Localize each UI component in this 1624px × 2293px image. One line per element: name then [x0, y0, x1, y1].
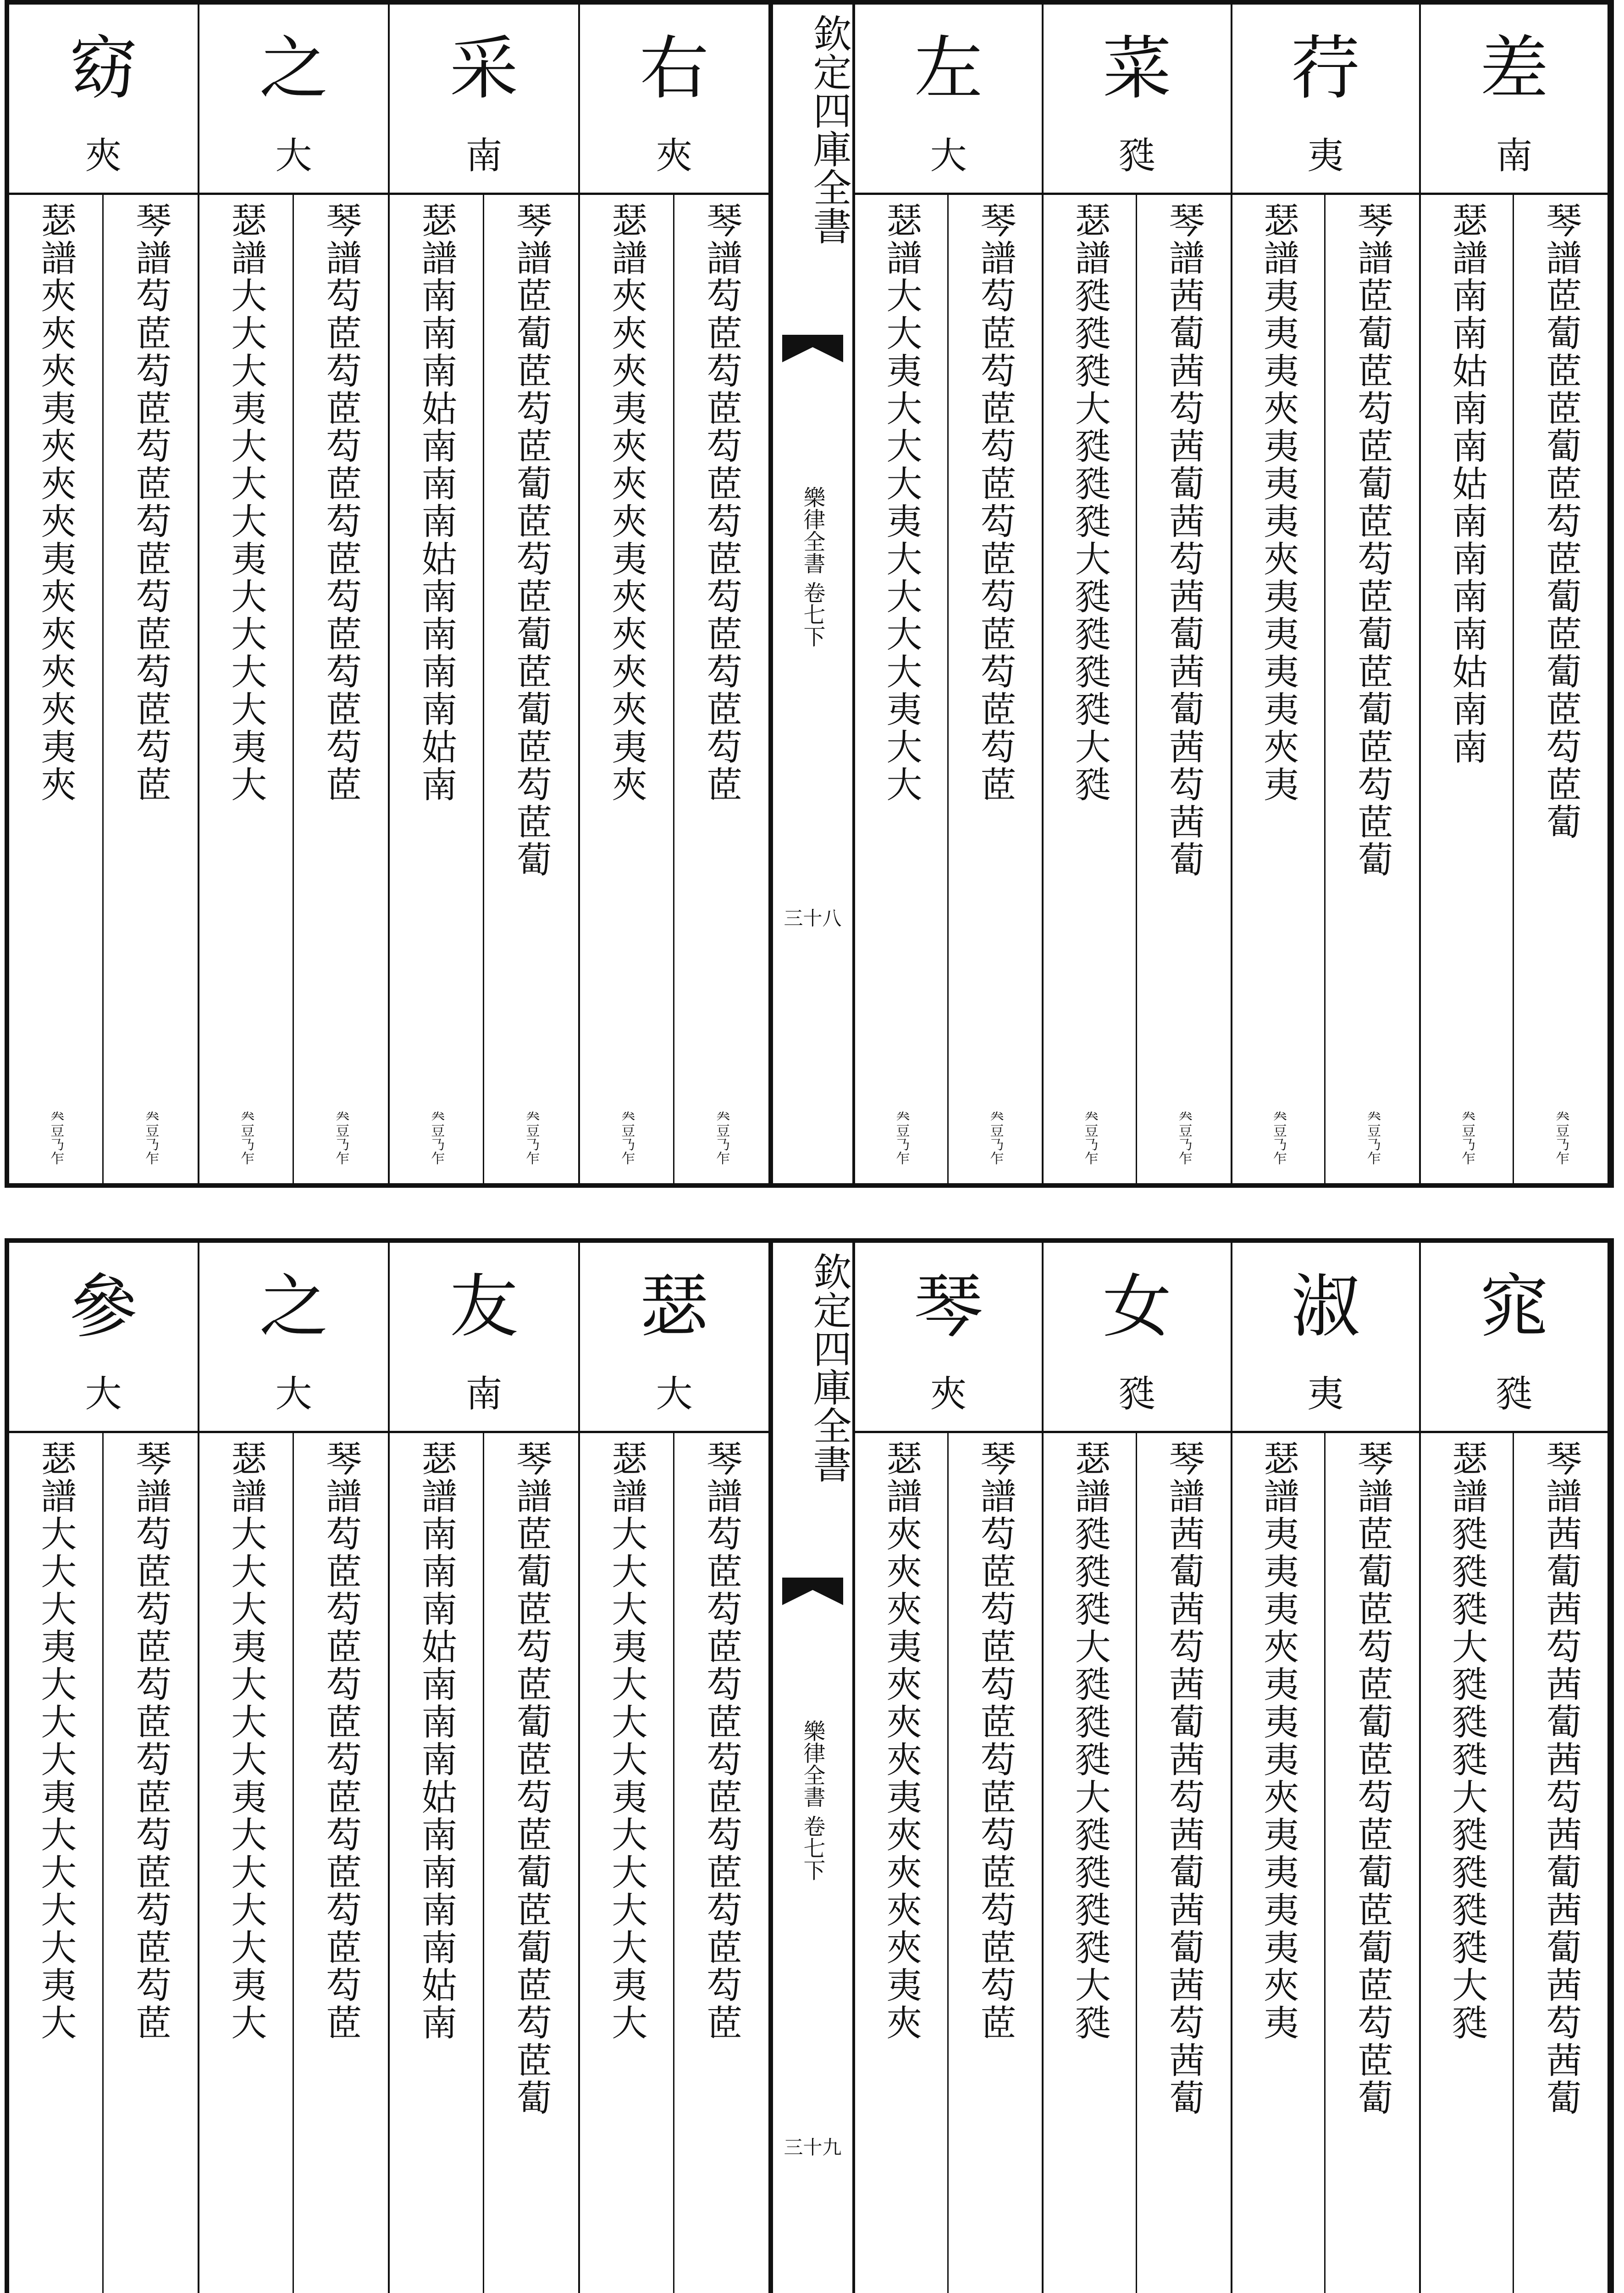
- pitch-note: 大: [85, 1373, 122, 1415]
- reference-mark: 𠔉豆𠄎乍: [1270, 1110, 1287, 1165]
- se-notation: 瑟譜夾夾夾夷夾夾夾夷夾夾夾夾夷夾: [880, 1440, 922, 2042]
- reference-mark: 𠔉豆𠄎乍: [48, 1110, 64, 1165]
- qin-notation: 琴譜芶茝芶茝芶茝芶茝芶茝芶茝芶茝: [320, 202, 362, 803]
- column-header: [1044, 1243, 1230, 1433]
- column-header: [9, 1243, 198, 1433]
- lyric-character: 友: [449, 1267, 519, 1347]
- lyric-character: 瑟: [640, 1267, 709, 1347]
- lyric-column: [1421, 5, 1609, 1183]
- reference-mark: 𠔉豆𠄎乍: [713, 1110, 730, 1165]
- lyric-column: [580, 1243, 770, 2293]
- lyric-character: 琴: [914, 1267, 983, 1347]
- qin-notation-column: [674, 193, 769, 1183]
- column-header: [580, 5, 768, 195]
- qin-notation-column: [1137, 193, 1231, 1183]
- se-notation-column: [1232, 1431, 1326, 2293]
- se-notation: 瑟譜南南姑南南姑南南南南姑南南: [1446, 202, 1488, 766]
- pitch-note: 夾: [930, 1373, 967, 1415]
- se-notation-column: [855, 193, 949, 1183]
- se-notation-column: [199, 1431, 294, 2293]
- lyric-column: [390, 5, 580, 1183]
- qin-notation-column: [294, 1431, 388, 2293]
- bottom-left-half: [9, 1243, 770, 2293]
- se-notation-column: [9, 1431, 104, 2293]
- lyric-column: [390, 1243, 580, 2293]
- pitch-note: 大: [656, 1373, 693, 1415]
- spine-volume: 樂律全書 卷七下: [800, 1720, 825, 1881]
- qin-notation: 琴譜芶茝芶茝芶茝芶茝芶茝芶茝芶茝: [701, 202, 742, 803]
- qin-notation: 琴譜芶茝芶茝芶茝芶茝芶茝芶茝芶茝: [974, 1440, 1016, 2042]
- se-notation: 瑟譜大大大夷大大大夷大大大大夷大: [225, 202, 267, 803]
- qin-notation: 琴譜茝蔔茝芶茝蔔茝芶茝蔔茝蔔茝芶茝蔔: [510, 1440, 552, 2117]
- se-notation: 瑟譜夾夾夾夷夾夾夾夷夾夾夾夾夷夾: [35, 202, 77, 803]
- reference-mark: 𠔉豆𠄎乍: [893, 1110, 910, 1165]
- column-header: [1044, 5, 1230, 195]
- pitch-note: 大: [275, 134, 312, 177]
- reference-mark: 𠔉豆𠄎乍: [619, 1110, 635, 1165]
- top-right-half: [855, 5, 1609, 1183]
- reference-mark: 𠔉豆𠄎乍: [428, 1110, 445, 1165]
- se-notation: 瑟譜甤甤甤大甤甤甤大甤甤甤甤大甤: [1069, 202, 1110, 803]
- lyric-column: [580, 5, 770, 1183]
- se-notation: 瑟譜大大大夷大大大夷大大大大夷大: [35, 1440, 77, 2042]
- se-notation: 瑟譜大大大夷大大大夷大大大大夷大: [606, 1440, 647, 2042]
- qin-notation-column: [1137, 1431, 1231, 2293]
- reference-mark: 𠔉豆𠄎乍: [143, 1110, 159, 1165]
- column-header: [390, 5, 578, 195]
- qin-notation-column: [104, 193, 198, 1183]
- se-notation-column: [1044, 1431, 1137, 2293]
- column-header: [199, 5, 388, 195]
- qin-notation-column: [1514, 1431, 1607, 2293]
- lyric-character: 之: [259, 1267, 328, 1347]
- qin-notation-column: [294, 193, 388, 1183]
- column-header: [855, 1243, 1042, 1433]
- fishtail-mark: [782, 1578, 843, 1605]
- pitch-note: 南: [465, 134, 503, 177]
- se-notation: 瑟譜夷夷夷夾夷夷夷夾夷夷夷夷夾夷: [1257, 1440, 1299, 2042]
- qin-notation: 琴譜茜蔔茜芶茜蔔茜芶茜蔔茜蔔茜芶茜蔔: [1540, 1440, 1582, 2117]
- se-notation-column: [1232, 193, 1326, 1183]
- se-notation: 瑟譜夷夷夷夾夷夷夷夾夷夷夷夷夾夷: [1257, 202, 1299, 803]
- pitch-note: 夾: [85, 134, 122, 177]
- qin-notation: 琴譜芶茝芶茝芶茝芶茝芶茝芶茝芶茝: [974, 202, 1016, 803]
- lyric-character: 參: [69, 1267, 138, 1347]
- qin-notation: 琴譜茜蔔茜芶茜蔔茜芶茜蔔茜蔔茜芶茜蔔: [1163, 1440, 1204, 2117]
- spine-bottom: [770, 1243, 855, 2293]
- column-header: [199, 1243, 388, 1433]
- spine-page-number: 三十八: [784, 907, 842, 930]
- column-header: [390, 1243, 578, 1433]
- lyric-character: 女: [1102, 1267, 1171, 1347]
- lyric-column: [9, 1243, 199, 2293]
- column-header: [1232, 5, 1419, 195]
- se-notation-column: [1421, 1431, 1514, 2293]
- qin-notation: 琴譜茝蔔茝茝蔔茝芶茝蔔茝蔔茝芶茝蔔: [1540, 202, 1582, 841]
- reference-mark: 𠔉豆𠄎乍: [523, 1110, 540, 1165]
- column-header: [9, 5, 198, 195]
- lyric-column: [199, 5, 390, 1183]
- qin-notation: 琴譜茝蔔茝芶茝蔔茝芶茝蔔茝蔔茝芶茝蔔: [1351, 1440, 1393, 2117]
- qin-notation-column: [1514, 193, 1607, 1183]
- se-notation: 瑟譜夾夾夾夷夾夾夾夷夾夾夾夾夷夾: [606, 202, 647, 803]
- se-notation: 瑟譜南南南姑南南南姑南南南南姑南: [415, 1440, 457, 2042]
- pitch-note: 南: [1496, 134, 1533, 177]
- se-notation-column: [199, 193, 294, 1183]
- lyric-column: [855, 5, 1044, 1183]
- lyric-character: 菜: [1102, 29, 1171, 109]
- reference-mark: 𠔉豆𠄎乍: [1082, 1110, 1098, 1165]
- pitch-note: 夷: [1307, 1373, 1344, 1415]
- spine-top: [770, 5, 855, 1183]
- se-notation: 瑟譜南南南姑南南南姑南南南南姑南: [415, 202, 457, 803]
- se-notation: 瑟譜甤甤甤大甤甤甤大甤甤甤甤大甤: [1069, 1440, 1110, 2042]
- lyric-character: 淑: [1291, 1267, 1360, 1347]
- column-header: [1421, 5, 1607, 195]
- se-notation-column: [855, 1431, 949, 2293]
- pitch-note: 甤: [1496, 1373, 1533, 1415]
- page-top: [5, 0, 1614, 1188]
- lyric-column: [1232, 5, 1421, 1183]
- se-notation-column: [580, 1431, 674, 2293]
- qin-notation: 琴譜芶茝芶茝芶茝芶茝芶茝芶茝芶茝: [130, 202, 171, 803]
- pitch-note: 南: [465, 1373, 503, 1415]
- lyric-column: [1232, 1243, 1421, 2293]
- qin-notation-column: [104, 1431, 198, 2293]
- qin-notation-column: [674, 1431, 769, 2293]
- reference-mark: 𠔉豆𠄎乍: [1553, 1110, 1569, 1165]
- qin-notation: 琴譜芶茝芶茝芶茝芶茝芶茝芶茝芶茝: [320, 1440, 362, 2042]
- lyric-character: 采: [449, 29, 519, 109]
- qin-notation-column: [1326, 193, 1419, 1183]
- spine-title: 欽定四庫全書: [807, 14, 852, 245]
- lyric-column: [1421, 1243, 1609, 2293]
- reference-mark: 𠔉豆𠄎乍: [1459, 1110, 1475, 1165]
- se-notation-column: [1044, 193, 1137, 1183]
- fishtail-mark: [782, 335, 843, 362]
- lyric-character: 之: [259, 29, 328, 109]
- reference-mark: 𠔉豆𠄎乍: [1176, 1110, 1192, 1165]
- reference-mark: 𠔉豆𠄎乍: [238, 1110, 254, 1165]
- spine-page-number: 三十九: [784, 2136, 842, 2159]
- qin-notation: 琴譜芶茝芶茝芶茝芶茝芶茝芶茝芶茝: [130, 1440, 171, 2042]
- spine-volume: 樂律全書 卷七下: [800, 486, 825, 648]
- se-notation-column: [580, 193, 674, 1183]
- spine-title: 欽定四庫全書: [807, 1252, 852, 1483]
- lyric-character: 窈: [69, 29, 138, 109]
- se-notation-column: [390, 1431, 484, 2293]
- qin-notation: 琴譜芶茝芶茝芶茝芶茝芶茝芶茝芶茝: [701, 1440, 742, 2042]
- lyric-column: [1044, 5, 1232, 1183]
- se-notation: 瑟譜大大夷大大大夷大大大大夷大大: [880, 202, 922, 803]
- column-header: [855, 5, 1042, 195]
- reference-mark: 𠔉豆𠄎乍: [333, 1110, 349, 1165]
- se-notation-column: [390, 193, 484, 1183]
- column-header: [580, 1243, 768, 1433]
- qin-notation-column: [484, 193, 579, 1183]
- qin-notation-column: [949, 1431, 1042, 2293]
- lyric-column: [1044, 1243, 1232, 2293]
- qin-notation-column: [484, 1431, 579, 2293]
- pitch-note: 大: [275, 1373, 312, 1415]
- pitch-note: 大: [930, 134, 967, 177]
- qin-notation-column: [1326, 1431, 1419, 2293]
- pitch-note: 甤: [1118, 1373, 1155, 1415]
- se-notation: 瑟譜甤甤甤大甤甤甤大甤甤甤甤大甤: [1446, 1440, 1488, 2042]
- lyric-character: 荇: [1291, 29, 1360, 109]
- qin-notation: 琴譜茝蔔茝芶茝蔔茝芶茝蔔茝蔔茝芶茝蔔: [510, 202, 552, 879]
- qin-notation-column: [949, 193, 1042, 1183]
- qin-notation: 琴譜茝蔔茝芶茝蔔茝芶茝蔔茝蔔茝芶茝蔔: [1351, 202, 1393, 879]
- lyric-character: 左: [914, 29, 983, 109]
- lyric-character: 窕: [1480, 1267, 1549, 1347]
- qin-notation: 琴譜茜蔔茜芶茜蔔茜芶茜蔔茜蔔茜芶茜蔔: [1163, 202, 1204, 879]
- se-notation-column: [1421, 193, 1514, 1183]
- lyric-character: 右: [640, 29, 709, 109]
- pitch-note: 夾: [656, 134, 693, 177]
- reference-mark: 𠔉豆𠄎乍: [987, 1110, 1004, 1165]
- lyric-column: [9, 5, 199, 1183]
- column-header: [1232, 1243, 1419, 1433]
- pitch-note: 甤: [1118, 134, 1155, 177]
- lyric-character: 差: [1480, 29, 1549, 109]
- lyric-column: [199, 1243, 390, 2293]
- bottom-right-half: [855, 1243, 1609, 2293]
- pitch-note: 夷: [1307, 134, 1344, 177]
- se-notation-column: [9, 193, 104, 1183]
- lyric-column: [855, 1243, 1044, 2293]
- se-notation: 瑟譜大大大夷大大大夷大大大大夷大: [225, 1440, 267, 2042]
- reference-mark: 𠔉豆𠄎乍: [1364, 1110, 1381, 1165]
- page-bottom: [5, 1238, 1614, 2293]
- top-left-half: [9, 5, 770, 1183]
- column-header: [1421, 1243, 1607, 1433]
